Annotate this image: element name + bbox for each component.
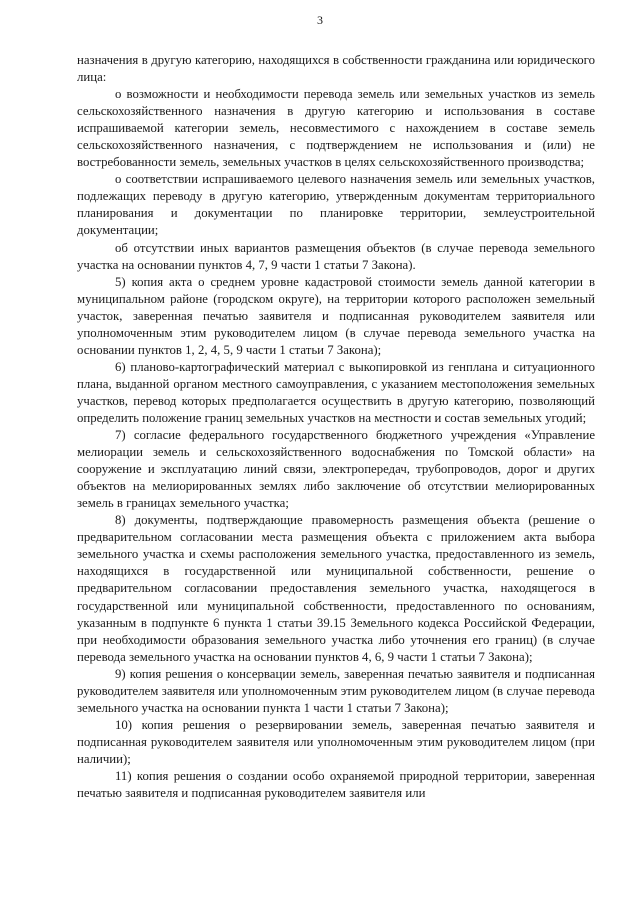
document-body [77, 52, 595, 802]
list-item-9: 9) копия решения о консервации земель, заверенная печатью заявителя и подписанная руководителем заявителя или уполномоченным этим руководителем лицом (в случае перевода земельного участка на основании пункта 1 части 1 статьи 7 Закона); [77, 666, 595, 715]
list-item-8: 8) документы, подтверждающие правомерность размещения объекта (решение о предварительном согласовании места размещения объекта с приложением акта выбора земельного участка и схемы расположения земельного участка, предоставленного из земель, находящихся в государственной или муниципальной собственности, решение о предварительном согласовании предоставления земельного участка, находящегося в государственной или муниципальной собственности, предоставленного по основаниям, указанным в подпункте 6 пункта 1 статьи 39.15 Земельного кодекса Российской Федерации, при необходимости образования земельного участка либо уточнения его границ) (в случае перевода земельного участка на основании пунктов 4, 6, 9 части 1 статьи 7 Закона); [77, 513, 595, 664]
page-number: 3 [317, 13, 323, 27]
list-item-11: 11) копия решения о создании особо охраняемой природной территории, заверенная печатью заявителя и подписанная руководителем заявителя или [77, 768, 595, 801]
paragraph-continuation: назначения в другую категорию, находящихся в собственности гражданина или юридического лица: [77, 53, 595, 85]
list-item-6: 6) планово-картографический материал с выкопировкой из генплана и ситуационного плана, выданной органом местного самоуправления, с указанием местоположения земельных участков, перевод которых предполагается осуществить в другую категорию, позволяющий определить положение границ земельных участков на местности и состав земельных угодий; [77, 359, 595, 425]
list-item-5: 5) копия акта о среднем уровне кадастровой стоимости земель данной категории в муниципальном районе (городском округе), на территории которого расположен земельный участок, заверенная печатью заявителя и подписанная руководителем заявителя или уполномоченным этим руководителем лицом (в случае перевода земельного участка на основании пунктов 1, 2, 4, 5, 9 части 1 статьи 7 Закона); [77, 274, 595, 357]
paragraph-agricultural-land: о возможности и необходимости перевода земель или земельных участков из земель сельскохозяйственного назначения в другую категорию и использования в составе испрашиваемой категории земель, несовместимого с нахождением в составе земель сельскохозяйственного назначения, с подтверждением не использования и (или) не востребованности земель, земельных участков в целях сельскохозяйственного производства; [77, 87, 595, 170]
paragraph-no-alternatives: об отсутствии иных вариантов размещения объектов (в случае перевода земельного участка на основании пунктов 4, 7, 9 части 1 статьи 7 Закона). [77, 240, 595, 272]
paragraph-target-purpose: о соответствии испрашиваемого целевого назначения земель или земельных участков, подлежащих переводу в другую категорию, утвержденным документам территориального планирования и документации по планировке территории, землеустроительной документации; [77, 172, 595, 238]
list-item-7: 7) согласие федерального государственного бюджетного учреждения «Управление мелиорации земель и сельскохозяйственного водоснабжения по Томской области» на сооружение и эксплуатацию линий связи, электропередач, трубопроводов, дорог и других объектов на мелиорированных землях либо заключение об отсутствии мелиорированных земель в границах земельного участка; [77, 428, 595, 511]
list-item-10: 10) копия решения о резервировании земель, заверенная печатью заявителя и подписанная руководителем заявителя или уполномоченным этим руководителем лицом (при наличии); [77, 717, 595, 766]
